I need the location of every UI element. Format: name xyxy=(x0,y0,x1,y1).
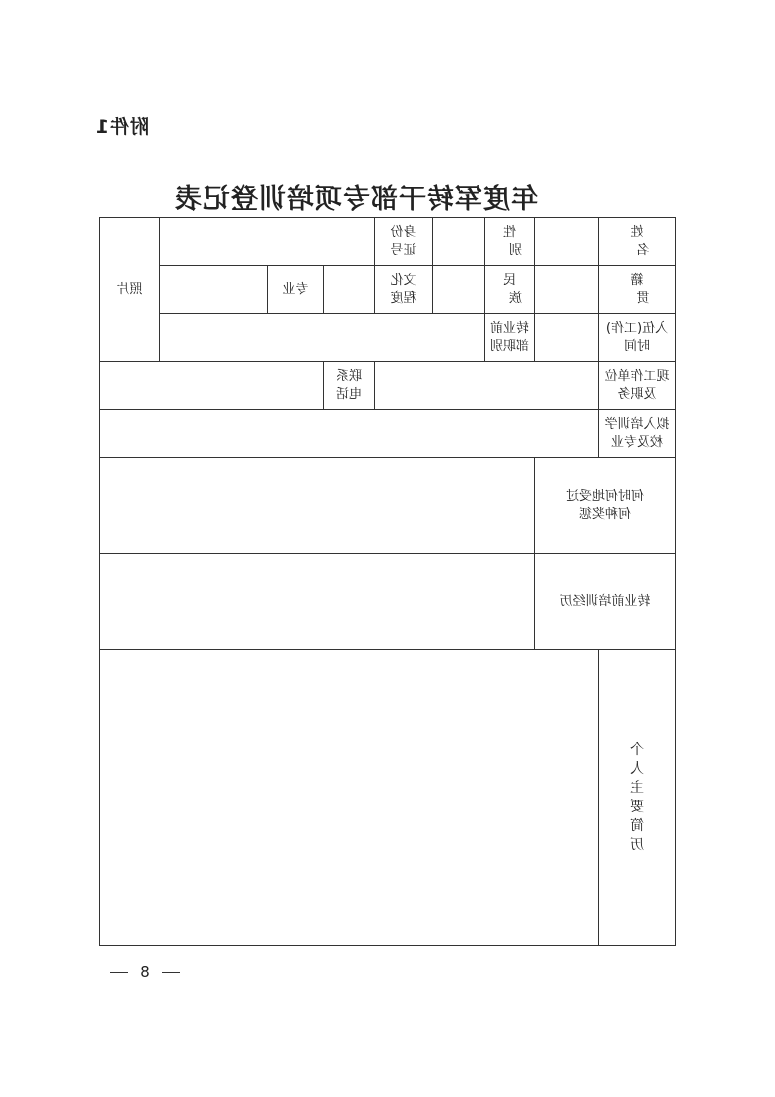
registration-table xyxy=(99,217,676,946)
form-title: 年度军转干部专项培训登记表 xyxy=(174,184,538,215)
page-number: 8 xyxy=(140,963,150,981)
title-row xyxy=(152,178,612,218)
training-history-value[interactable] xyxy=(100,554,535,650)
former-rank-value[interactable] xyxy=(160,314,485,362)
year-blank xyxy=(542,189,612,218)
id-number-label: 身份证号 xyxy=(375,218,433,266)
enlistment-time-value[interactable] xyxy=(535,314,599,362)
education-label: 文化程度 xyxy=(375,266,433,314)
major-label: 专业 xyxy=(268,266,324,314)
gender-label: 性 别 xyxy=(485,218,535,266)
native-place-value[interactable] xyxy=(535,266,599,314)
former-rank-label: 转业前部职别 xyxy=(485,314,535,362)
awards-label: 何时何地受过何种奖惩 xyxy=(535,458,676,554)
training-history-label: 转业前培训经历 xyxy=(535,554,676,650)
gender-value[interactable] xyxy=(433,218,485,266)
resume-label: 个人主要简历 xyxy=(599,650,676,946)
resume-value[interactable] xyxy=(100,650,599,946)
current-employer-label: 现工作单位及职务 xyxy=(599,362,676,410)
education-value[interactable] xyxy=(324,266,375,314)
ethnicity-label: 民 族 xyxy=(485,266,535,314)
page-footer xyxy=(75,963,215,981)
id-number-value[interactable] xyxy=(160,218,375,266)
phone-value[interactable] xyxy=(100,362,324,410)
current-employer-value[interactable] xyxy=(375,362,599,410)
name-label: 姓 名 xyxy=(599,218,676,266)
awards-value[interactable] xyxy=(100,458,535,554)
photo-cell[interactable]: 照片 xyxy=(100,218,160,362)
native-place-label: 籍 贯 xyxy=(599,266,676,314)
dash-left xyxy=(162,972,180,973)
enlistment-time-label: 入伍(工作)时间 xyxy=(599,314,676,362)
major-value[interactable] xyxy=(160,266,268,314)
dash-right xyxy=(110,972,128,973)
target-school-label: 拟入培训学校及专业 xyxy=(599,410,676,458)
attachment-label: 附件1 xyxy=(94,116,149,138)
ethnicity-value[interactable] xyxy=(433,266,485,314)
phone-label: 联系电话 xyxy=(324,362,375,410)
name-value[interactable] xyxy=(535,218,599,266)
target-school-value[interactable] xyxy=(100,410,599,458)
